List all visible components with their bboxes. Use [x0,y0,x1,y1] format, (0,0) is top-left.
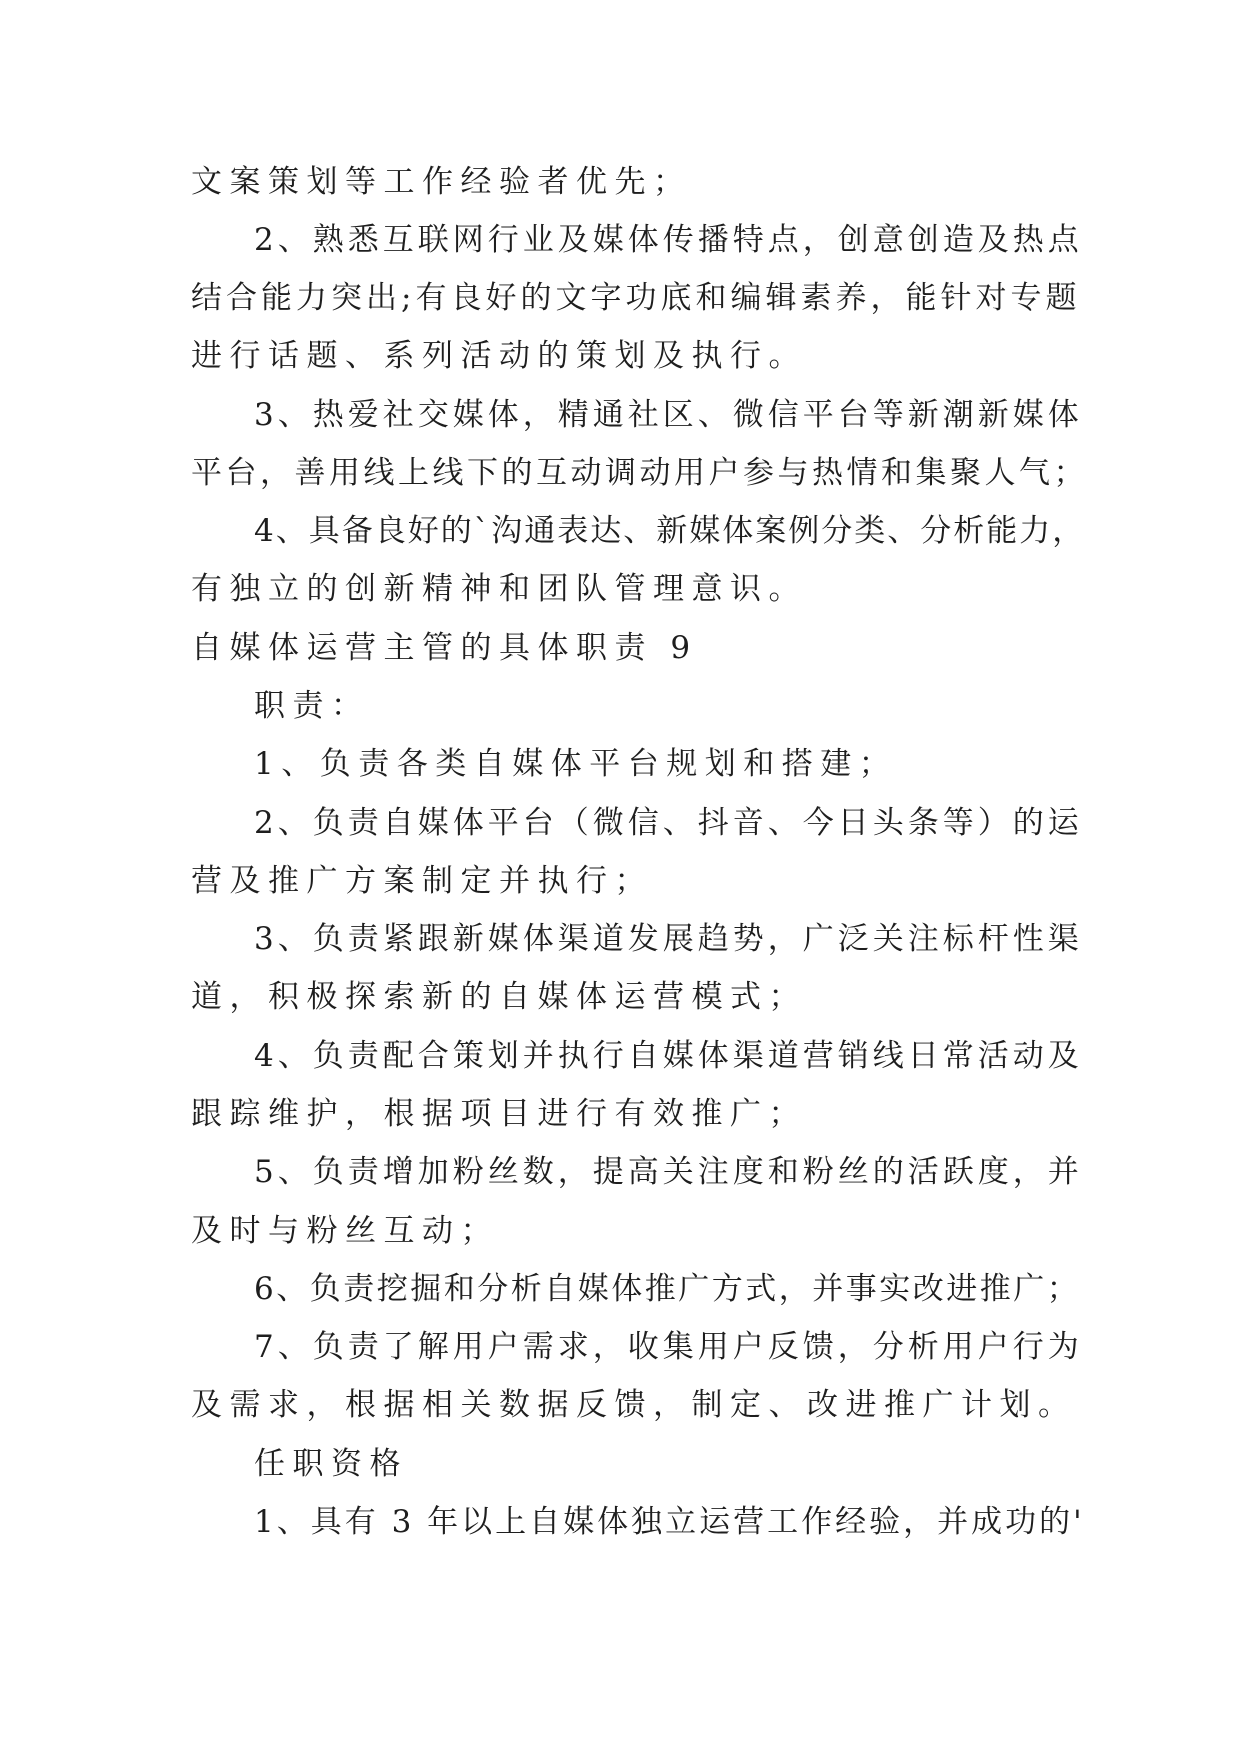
subheading-qualifications: 任职资格 [254,1446,408,1482]
paragraph-line: 结合能力突出;有良好的文字功底和编辑素养，能针对专题 [191,280,1081,316]
list-item-continuation: 跟踪维护，根据项目进行有效推广； [191,1096,807,1132]
list-item: 4、负责配合策划并执行自媒体渠道营销线日常活动及 [254,1038,1083,1074]
paragraph-line: 进行话题、系列活动的策划及执行。 [191,338,807,374]
subheading-duties: 职责： [254,688,370,724]
list-item-continuation: 营及推广方案制定并执行； [191,863,653,899]
list-item: 1、具有 3 年以上自媒体独立运营工作经验，并成功的' [254,1504,1085,1540]
list-item: 5、负责增加粉丝数，提高关注度和粉丝的活跃度，并 [254,1154,1083,1190]
section-heading: 自媒体运营主管的具体职责 9 [191,630,698,666]
list-item: 3、负责紧跟新媒体渠道发展趋势，广泛关注标杆性渠 [254,921,1083,957]
list-item: 6、负责挖掘和分析自媒体推广方式，并事实改进推广； [254,1271,1081,1307]
list-item-continuation: 及需求，根据相关数据反馈，制定、改进推广计划。 [191,1387,1077,1423]
paragraph-line: 平台，善用线上线下的互动调动用户参与热情和集聚人气； [191,455,1088,491]
list-item: 7、负责了解用户需求，收集用户反馈，分析用户行为 [254,1329,1083,1365]
list-item: 1、负责各类自媒体平台规划和搭建； [254,746,898,782]
list-item-continuation: 道，积极探索新的自媒体运营模式； [191,979,807,1015]
paragraph-line: 3、热爱社交媒体，精通社区、微信平台等新潮新媒体 [254,397,1083,433]
paragraph-line: 文案策划等工作经验者优先； [191,164,692,200]
paragraph-line: 有独立的创新精神和团队管理意识。 [191,571,807,607]
paragraph-line: 4、具备良好的`沟通表达、新媒体案例分类、分析能力， [254,513,1086,549]
paragraph-line: 2、熟悉互联网行业及媒体传播特点，创意创造及热点 [254,222,1083,258]
list-item: 2、负责自媒体平台（微信、抖音、今日头条等）的运 [254,805,1083,841]
list-item-continuation: 及时与粉丝互动； [191,1213,499,1249]
